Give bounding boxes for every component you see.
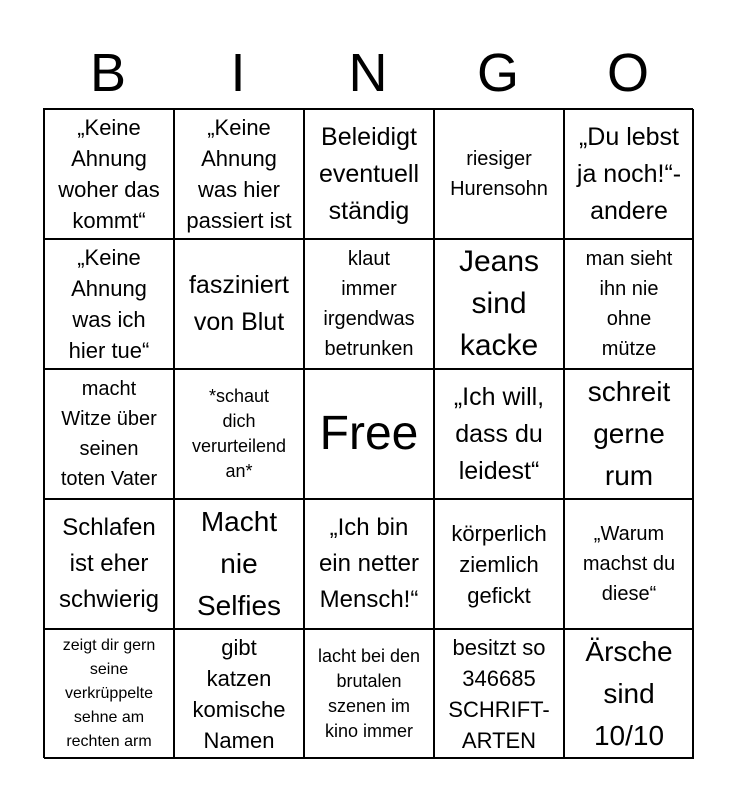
bingo-cell[interactable]: [174, 109, 304, 239]
cell-text: „Ich will, dass du leidest“: [453, 382, 545, 485]
title-letter-g: G: [476, 43, 519, 103]
bingo-cell[interactable]: [44, 239, 174, 369]
cell-text: zeigt dir gern seine verkrüppelte sehne am rechten arm: [62, 637, 156, 750]
bingo-cell[interactable]: [564, 499, 694, 629]
cell-text: Macht nie Selfies: [196, 506, 282, 621]
cell-text: „Warum machst du diese“: [582, 523, 676, 605]
bingo-title: [43, 40, 693, 106]
bingo-grid: [43, 108, 693, 758]
bingo-cell[interactable]: [174, 239, 304, 369]
bingo-cell[interactable]: [44, 499, 174, 629]
cell-text: gibt katzen komische Namen: [192, 635, 286, 753]
bingo-cell[interactable]: [44, 629, 174, 759]
bingo-cell[interactable]: [434, 369, 564, 499]
cell-text: macht Witze über seinen toten Vater: [60, 378, 158, 490]
cell-text: „Du lebst ja noch!“- andere: [576, 122, 682, 225]
cell-text: „Ich bin ein netter Mensch!“: [318, 514, 420, 613]
bingo-cell[interactable]: [564, 629, 694, 759]
bingo-cell[interactable]: [564, 109, 694, 239]
title-letter-n: N: [348, 43, 388, 103]
bingo-cell[interactable]: [174, 499, 304, 629]
cell-text: Jeans sind kacke: [458, 245, 540, 362]
bingo-cell[interactable]: [44, 369, 174, 499]
bingo-cell[interactable]: [304, 239, 434, 369]
bingo-cell[interactable]: [434, 239, 564, 369]
cell-text: besitzt so 346685 SCHRIFT- ARTEN: [448, 635, 550, 753]
cell-text: riesiger Hurensohn: [450, 148, 548, 200]
cell-text: man sieht ihn nie ohne mütze: [585, 248, 673, 360]
cell-text: „Keine Ahnung was hier passiert ist: [186, 115, 292, 233]
cell-text: Ärsche sind 10/10: [585, 636, 673, 751]
cell-text: Schlafen ist eher schwierig: [58, 514, 160, 613]
bingo-cell[interactable]: [174, 369, 304, 499]
bingo-cell[interactable]: [434, 629, 564, 759]
bingo-cell[interactable]: [434, 499, 564, 629]
free-space-text: Free: [319, 407, 419, 460]
title-letter-i: I: [230, 43, 246, 103]
cell-text: „Keine Ahnung woher das kommt“: [58, 115, 160, 233]
bingo-cell[interactable]: [564, 239, 694, 369]
bingo-cell[interactable]: [304, 629, 434, 759]
cell-text: Beleidigt eventuell ständig: [318, 122, 420, 225]
cell-text: lacht bei den brutalen szenen im kino immer: [317, 646, 421, 741]
bingo-cell[interactable]: [174, 629, 304, 759]
cell-text: körperlich ziemlich gefickt: [451, 520, 547, 608]
cell-text: *schaut dich verurteilend an*: [191, 386, 287, 481]
cell-text: „Keine Ahnung was ich hier tue“: [68, 245, 150, 363]
bingo-cell[interactable]: [564, 369, 694, 499]
bingo-cell[interactable]: [304, 109, 434, 239]
cell-text: schreit gerne rum: [587, 376, 671, 491]
cell-text: klaut immer irgendwas betrunken: [323, 248, 415, 360]
bingo-cell[interactable]: [434, 109, 564, 239]
bingo-cell[interactable]: [44, 109, 174, 239]
free-space-cell[interactable]: [304, 369, 434, 499]
title-letter-b: B: [89, 43, 127, 103]
title-letter-o: O: [606, 43, 649, 103]
cell-text: fasziniert von Blut: [188, 271, 290, 336]
bingo-cell[interactable]: [304, 499, 434, 629]
